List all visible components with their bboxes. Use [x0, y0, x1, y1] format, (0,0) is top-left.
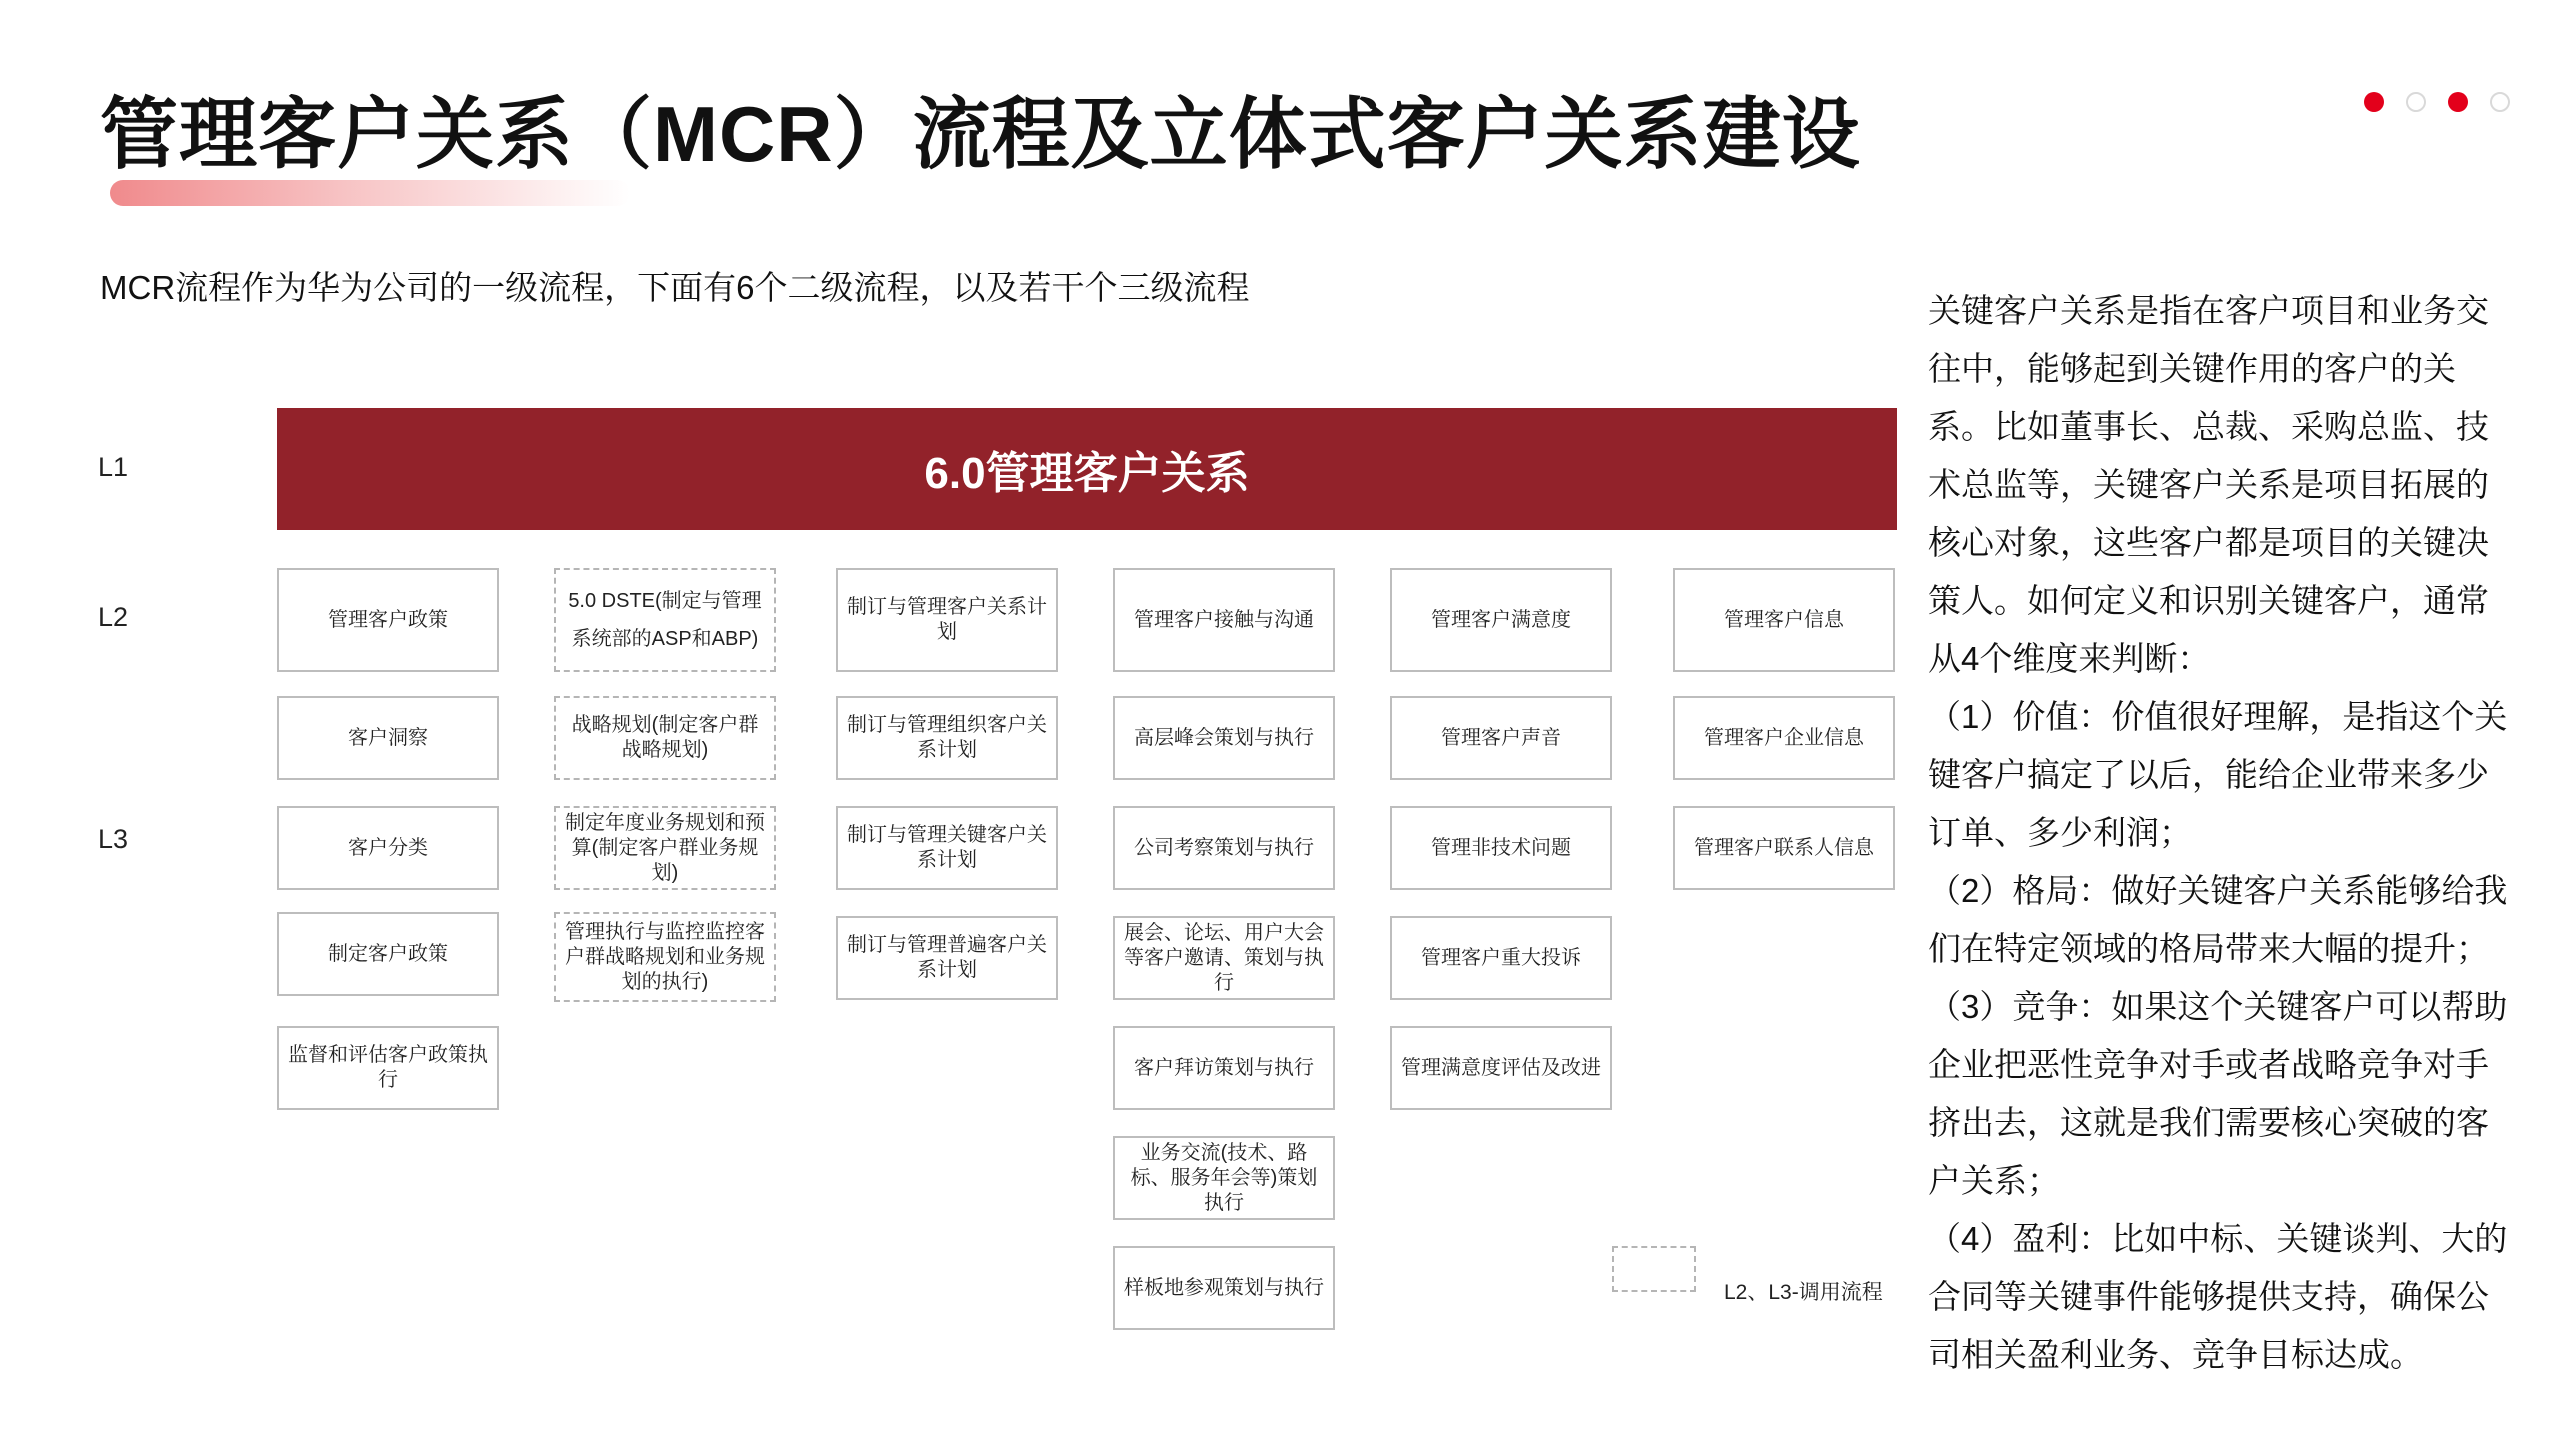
l2-process-box: 管理客户信息 — [1673, 568, 1895, 672]
l3-process-box: 管理客户声音 — [1390, 696, 1612, 780]
l3-process-box: 制订与管理组织客户关系计划 — [836, 696, 1058, 780]
l3-process-box: 管理客户联系人信息 — [1673, 806, 1895, 890]
l2-process-box: 5.0 DSTE(制定与管理系统部的ASP和ABP) — [554, 568, 776, 672]
l3-process-box: 管理非技术问题 — [1390, 806, 1612, 890]
slide-dot[interactable] — [2406, 92, 2426, 112]
l3-process-box: 高层峰会策划与执行 — [1113, 696, 1335, 780]
title-underline-decoration — [110, 180, 630, 206]
description-paragraph: （4）盈利：比如中标、关键谈判、大的合同等关键事件能够提供支持，确保公司相关盈利业务、竞争目标达成。 — [1928, 1220, 2508, 1373]
l3-process-box: 管理客户重大投诉 — [1390, 916, 1612, 1000]
l3-process-box: 客户拜访策划与执行 — [1113, 1026, 1335, 1110]
l3-process-box: 制订与管理普遍客户关系计划 — [836, 916, 1058, 1000]
l3-process-box: 公司考察策划与执行 — [1113, 806, 1335, 890]
l3-process-box: 战略规划(制定客户群战略规划) — [554, 696, 776, 780]
l3-process-box: 管理满意度评估及改进 — [1390, 1026, 1612, 1110]
page-title: 管理客户关系（MCR）流程及立体式客户关系建设 — [100, 90, 1861, 178]
l3-process-box: 客户洞察 — [277, 696, 499, 780]
slide-dot[interactable] — [2448, 92, 2468, 112]
l3-process-box: 监督和评估客户政策执行 — [277, 1026, 499, 1110]
level-label-l3: L3 — [98, 824, 129, 854]
description-paragraph: 关键客户关系是指在客户项目和业务交往中，能够起到关键作用的客户的关系。比如董事长、总裁、采购总监、技术总监等，关键客户关系是项目拓展的核心对象，这些客户都是项目的关键决策人。如何定义和识别关键客户，通常从4个维度来判断： — [1928, 292, 2489, 677]
l3-process-box: 展会、论坛、用户大会等客户邀请、策划与执行 — [1113, 916, 1335, 1000]
description-paragraph: （2）格局：做好关键客户关系能够给我们在特定领域的格局带来大幅的提升； — [1928, 872, 2508, 967]
description-paragraph: （1）价值：价值很好理解，是指这个关键客户搞定了以后，能给企业带来多少订单、多少利润； — [1928, 698, 2508, 851]
description-paragraph: （3）竞争：如果这个关键客户可以帮助企业把恶性竞争对手或者战略竞争对手挤出去，这就是我们需要核心突破的客户关系； — [1928, 988, 2508, 1199]
legend-dashed-swatch — [1612, 1246, 1696, 1292]
l1-process-bar: 6.0管理客户关系 — [277, 408, 1897, 530]
slide-dot[interactable] — [2490, 92, 2510, 112]
subtitle: MCR流程作为华为公司的一级流程，下面有6个二级流程，以及若干个三级流程 — [100, 269, 1250, 306]
level-label-l2: L2 — [98, 602, 129, 632]
l3-process-box: 制订与管理关键客户关系计划 — [836, 806, 1058, 890]
l3-process-box: 制定年度业务规划和预算(制定客户群业务规划) — [554, 806, 776, 890]
slide-indicator — [2364, 92, 2510, 112]
l3-process-box: 管理客户企业信息 — [1673, 696, 1895, 780]
l3-process-box: 管理执行与监控监控客户群战略规划和业务规划的执行) — [554, 912, 776, 1002]
l3-process-box: 制定客户政策 — [277, 912, 499, 996]
l3-process-box: 样板地参观策划与执行 — [1113, 1246, 1335, 1330]
l2-process-box: 制订与管理客户关系计划 — [836, 568, 1058, 672]
l2-process-box: 管理客户满意度 — [1390, 568, 1612, 672]
l2-process-box: 管理客户政策 — [277, 568, 499, 672]
slide-dot[interactable] — [2364, 92, 2384, 112]
l2-process-box: 管理客户接触与沟通 — [1113, 568, 1335, 672]
l3-process-box: 业务交流(技术、路标、服务年会等)策划执行 — [1113, 1136, 1335, 1220]
legend-label: L2、L3-调用流程 — [1724, 1281, 1883, 1304]
l3-process-box: 客户分类 — [277, 806, 499, 890]
level-label-l1: L1 — [98, 452, 129, 482]
description-panel — [1928, 282, 2510, 1384]
